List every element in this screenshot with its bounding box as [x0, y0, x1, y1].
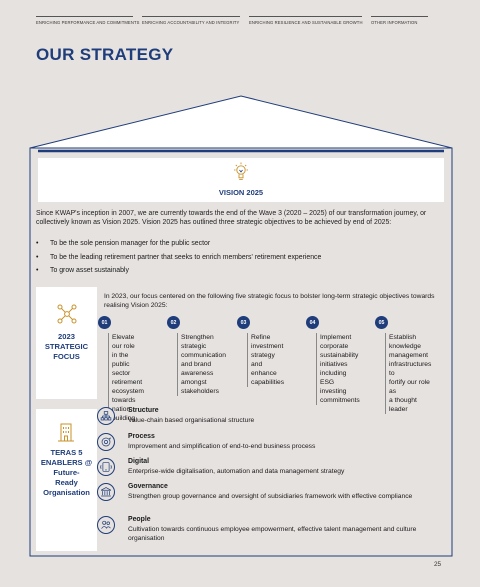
focus-item-text: Establish knowledge management infrastructures to fortify our role as a thought leader: [385, 333, 431, 414]
objective-item: • To be the leading retirement partner that seeks to enrich members' retirement experience: [36, 253, 446, 262]
enablers-panel: [36, 409, 97, 551]
focus-item: [237, 316, 285, 386]
objectives-list: [36, 239, 446, 280]
enabler-description: Cultivation towards continuous employee empowerment, effective talent management and culture organisation: [128, 526, 417, 542]
enabler-description: Enterprise-wide digitalisation, automation and data management strategy: [128, 468, 345, 475]
objective-item: • To be the sole pension manager for the public sector: [36, 239, 446, 248]
enabler-title: Digital: [128, 458, 150, 465]
enabler-title: Governance: [128, 483, 168, 490]
roof-fill: [30, 96, 452, 148]
focus-number-badge: 04: [306, 316, 319, 329]
process-cycle-icon: [97, 433, 115, 451]
enabler-title: Structure: [128, 407, 159, 414]
enabler-description: Improvement and simplification of end-to-end business process: [128, 443, 316, 450]
digital-device-icon: [97, 458, 115, 476]
nav-enriching-performance[interactable]: ENRICHING PERFORMANCE AND COMMITMENTS: [36, 16, 133, 25]
enabler-title: Process: [128, 433, 155, 440]
enablers-title: TERAS 5 ENABLERS @ Future- Ready Organisation: [40, 448, 93, 497]
focus-number-badge: 03: [237, 316, 250, 329]
focus-item-text: Strengthen strategic communication and brand awareness amongst stakeholders: [177, 333, 226, 396]
intro-paragraph: Since KWAP's inception in 2007, we are currently towards the end of the Wave 3 (2020 – 2025) of our transformation journey, or collectively known as Vision 2025. Vision 2025 has outlined three strategic objectives to be achieved by end of 2025:: [36, 210, 427, 227]
enabler-title: People: [128, 516, 151, 523]
page-title: OUR STRATEGY: [36, 45, 174, 64]
focus-item-text: Elevate our role in the public sector retirement ecosystem towards nation building: [108, 333, 144, 423]
focus-number-badge: 05: [375, 316, 388, 329]
strategic-focus-panel: [36, 287, 97, 399]
focus-item-text: Implement corporate sustainability initiatives including ESG investing commitments: [316, 333, 360, 405]
nav-enriching-accountability[interactable]: ENRICHING ACCOUNTABILITY AND INTEGRITY: [142, 16, 240, 25]
network-nodes-icon: [56, 303, 78, 325]
focus-item: [306, 316, 360, 404]
building-icon: [55, 421, 77, 443]
org-structure-icon: [97, 407, 115, 425]
focus-item: [167, 316, 226, 395]
focus-number-badge: 01: [98, 316, 111, 329]
lightbulb-icon: [232, 162, 250, 182]
nav-enriching-resilience[interactable]: ENRICHING RESILIENCE AND SUSTAINABLE GROWTH: [249, 16, 362, 25]
governance-building-icon: [97, 483, 115, 501]
enabler-description: Value-chain based organisational structure: [128, 417, 255, 424]
focus-number-badge: 02: [167, 316, 180, 329]
vision-label: VISION 2025: [218, 188, 264, 197]
people-icon: [97, 516, 115, 534]
page-number: 25: [434, 561, 442, 568]
focus-item-text: Refine investment strategy and enhance capabilities: [247, 333, 284, 387]
strategic-focus-title: 2023 STRATEGIC FOCUS: [44, 332, 89, 361]
vision-banner: [38, 158, 444, 202]
objective-item: • To grow asset sustainably: [36, 266, 446, 275]
focus-item: [375, 316, 432, 413]
nav-other-information[interactable]: OTHER INFORMATION: [371, 16, 428, 25]
focus-intro: In 2023, our focus centered on the following five strategic focus to bolster long-term strategic objectives towards realising Vision 2025:: [104, 293, 435, 309]
enabler-description: Strengthen group governance and oversight of subsidiaries framework with effective compliance: [128, 493, 413, 500]
